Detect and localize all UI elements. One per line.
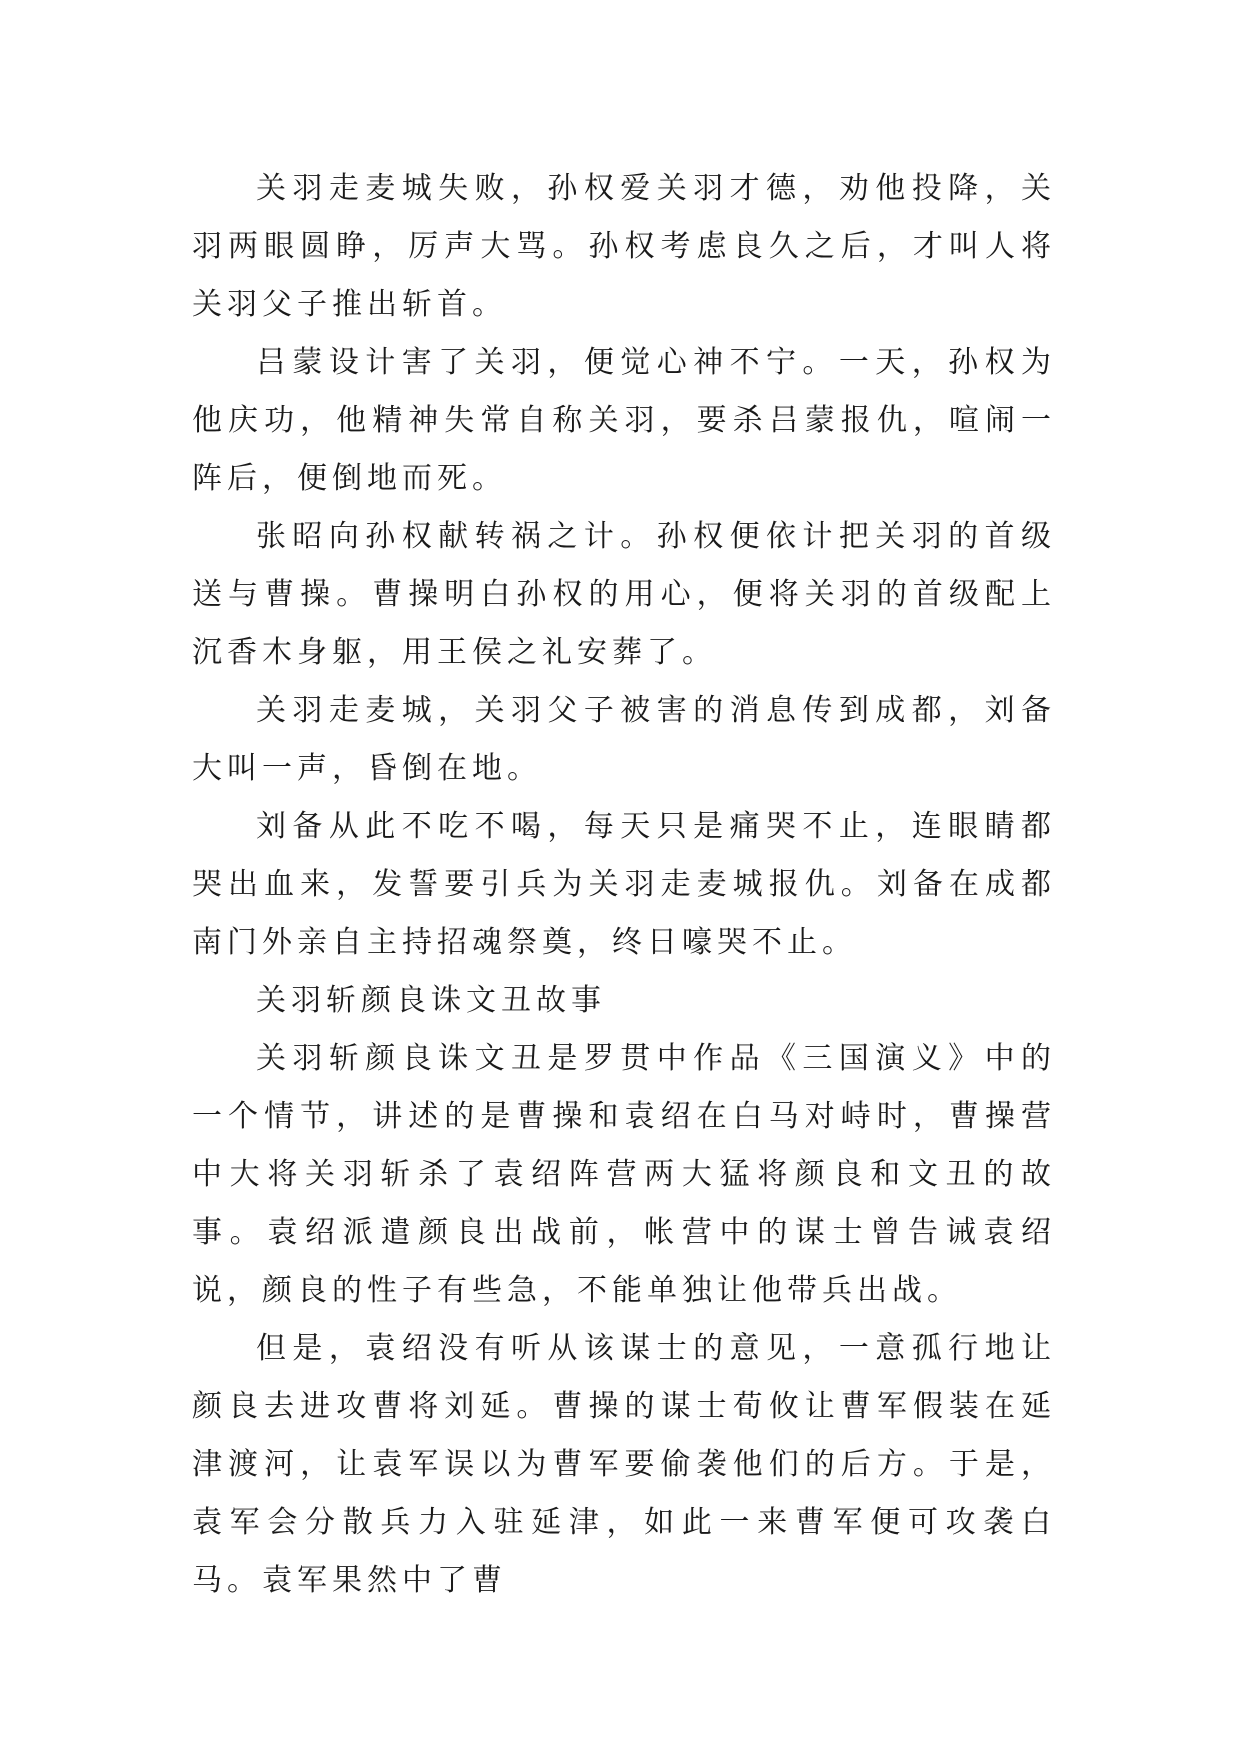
paragraph-7: 但是，袁绍没有听从该谋士的意见，一意孤行地让颜良去进攻曹将刘延。曹操的谋士荀攸让曹军假装在延津渡河，让袁军误以为曹军要偷袭他们的后方。于是，袁军会分散兵力入驻延津，如此一来曹军便可攻袭白马。袁军果然中了曹 bbox=[192, 1331, 1056, 1598]
paragraph-2: 吕蒙设计害了关羽，便觉心神不宁。一天，孙权为他庆功，他精神失常自称关羽，要杀吕蒙报仇，喧闹一阵后，便倒地而死。 bbox=[192, 345, 1056, 496]
paragraph-3: 张昭向孙权献转祸之计。孙权便依计把关羽的首级送与曹操。曹操明白孙权的用心，便将关羽的首级配上沉香木身躯，用王侯之礼安葬了。 bbox=[192, 519, 1056, 670]
paragraph-5: 刘备从此不吃不喝，每天只是痛哭不止，连眼睛都哭出血来，发誓要引兵为关羽走麦城报仇。刘备在成都南门外亲自主持招魂祭奠，终日嚎哭不止。 bbox=[192, 809, 1056, 960]
paragraph-4: 关羽走麦城，关羽父子被害的消息传到成都，刘备大叫一声，昏倒在地。 bbox=[192, 693, 1056, 786]
section-heading: 关羽斩颜良诛文丑故事 bbox=[256, 983, 606, 1018]
document-page bbox=[192, 160, 1056, 1610]
paragraph-1: 关羽走麦城失败，孙权爱关羽才德，劝他投降，关羽两眼圆睁，厉声大骂。孙权考虑良久之后，才叫人将关羽父子推出斩首。 bbox=[192, 171, 1056, 322]
paragraph-6: 关羽斩颜良诛文丑是罗贯中作品《三国演义》中的一个情节，讲述的是曹操和袁绍在白马对峙时，曹操营中大将关羽斩杀了袁绍阵营两大猛将颜良和文丑的故事。袁绍派遣颜良出战前，帐营中的谋士曾告诫袁绍说，颜良的性子有些急，不能单独让他带兵出战。 bbox=[192, 1041, 1056, 1308]
